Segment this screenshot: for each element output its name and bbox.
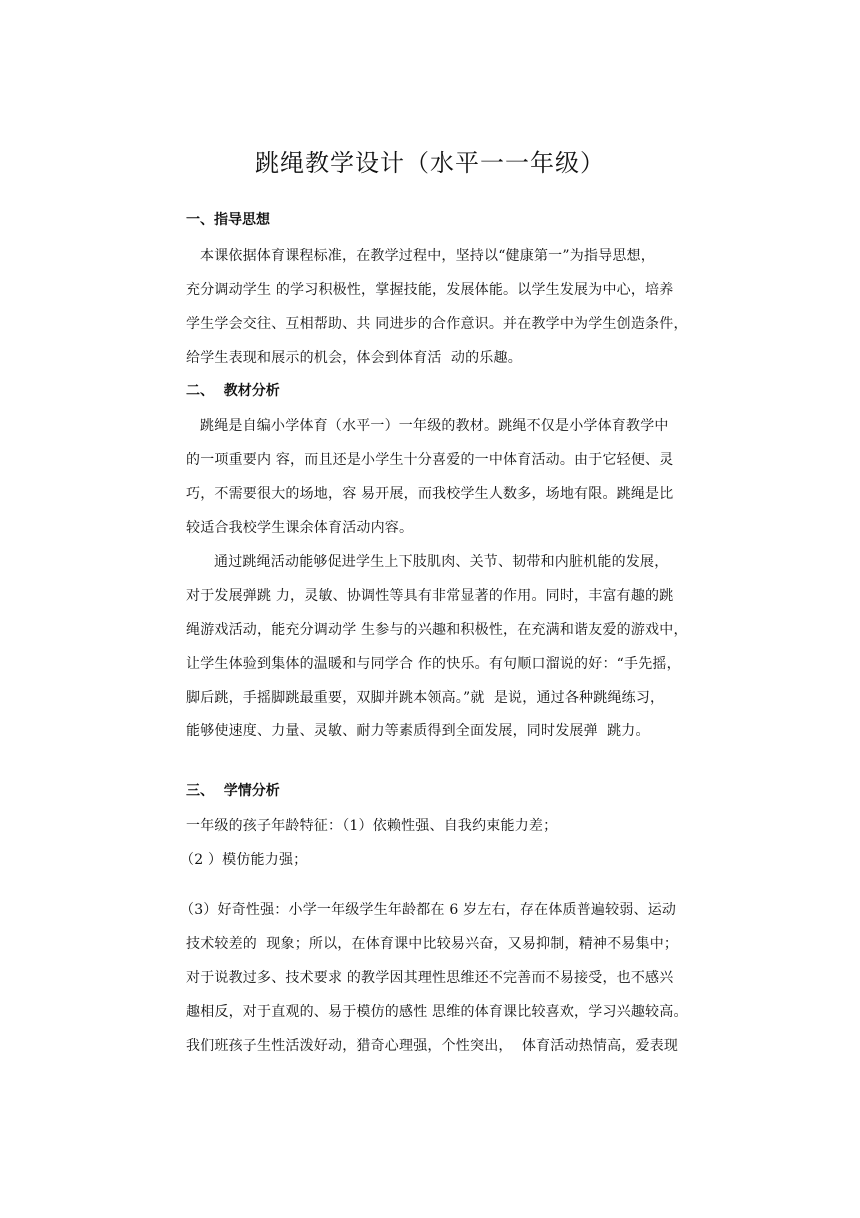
paragraph-line: 跳绳是自编小学体育（水平一）一年级的教材。跳绳不仅是小学体育教学中 bbox=[200, 418, 669, 434]
paragraph-line: 能够使速度、力量、灵敏、耐力等素质得到全面发展，同时发展弹 跳力。 bbox=[186, 723, 650, 739]
paragraph-line: 充分调动学生 的学习积极性，掌握技能，发展体能。以学生发展为中心，培养 bbox=[186, 282, 674, 298]
document-title: 跳绳教学设计（水平一一年级） bbox=[255, 149, 605, 177]
paragraph-line: 通过跳绳活动能够促进学生上下肢肌肉、关节、韧带和内脏机能的发展， bbox=[214, 554, 669, 570]
paragraph-line: 对于发展弹跳 力，灵敏、协调性等具有非常显著的作用。同时，丰富有趣的跳 bbox=[186, 588, 674, 604]
paragraph-line: 一年级的孩子年龄特征：（1）依赖性强、自我约束能力差； bbox=[186, 818, 558, 834]
paragraph-line: 让学生体验到集体的温暖和与同学合 作的快乐。有句顺口溜说的好：“手先摇， bbox=[186, 656, 681, 672]
paragraph-line: （2 ）模仿能力强； bbox=[180, 852, 308, 868]
paragraph-line: 对于说教过多、技术要求 的教学因其理性思维还不完善而不易接受，也不感兴 bbox=[186, 970, 674, 986]
paragraph-line: 学生学会交往、互相帮助、共 同进步的合作意识。并在教学中为学生创造条件， bbox=[186, 316, 688, 332]
section-heading-student-analysis: 三、 学情分析 bbox=[186, 783, 280, 799]
paragraph-line: 巧，不需要很大的场地，容 易开展，而我校学生人数多，场地有限。跳绳是比 bbox=[186, 486, 674, 502]
paragraph-line: 趣相反，对于直观的、易于模仿的感性 思维的体育课比较喜欢，学习兴趣较高。 bbox=[186, 1004, 688, 1020]
paragraph-line: 技术较差的 现象；所以，在体育课中比较易兴奋，又易抑制，精神不易集中； bbox=[186, 936, 679, 952]
paragraph-line: 绳游戏活动，能充分调动学 生参与的兴趣和积极性，在充满和谐友爱的游戏中， bbox=[186, 622, 688, 638]
paragraph-line: （3）好奇性强：小学一年级学生年龄都在 6 岁左右，存在体质普遍较弱、运动 bbox=[180, 902, 677, 918]
section-heading-guiding-thought: 一、指导思想 bbox=[186, 212, 270, 228]
paragraph-line: 本课依据体育课程标准，在教学过程中，坚持以“健康第一”为指导思想， bbox=[200, 248, 655, 264]
paragraph-line: 较适合我校学生课余体育活动内容。 bbox=[186, 520, 414, 536]
paragraph-line: 的一项重要内 容，而且还是小学生十分喜爱的一中体育活动。由于它轻便、灵 bbox=[186, 452, 674, 468]
paragraph-line: 脚后跳，手摇脚跳最重要，双脚并跳本领高。”就 是说，通过各种跳绳练习， bbox=[186, 690, 665, 706]
paragraph-line: 给学生表现和展示的机会，体会到体育活 动的乐趣。 bbox=[186, 350, 522, 366]
paragraph-line: 我们班孩子生性活泼好动，猎奇心理强，个性突出， 体育活动热情高，爱表现 bbox=[186, 1038, 679, 1054]
section-heading-material-analysis: 二、 教材分析 bbox=[186, 383, 280, 399]
